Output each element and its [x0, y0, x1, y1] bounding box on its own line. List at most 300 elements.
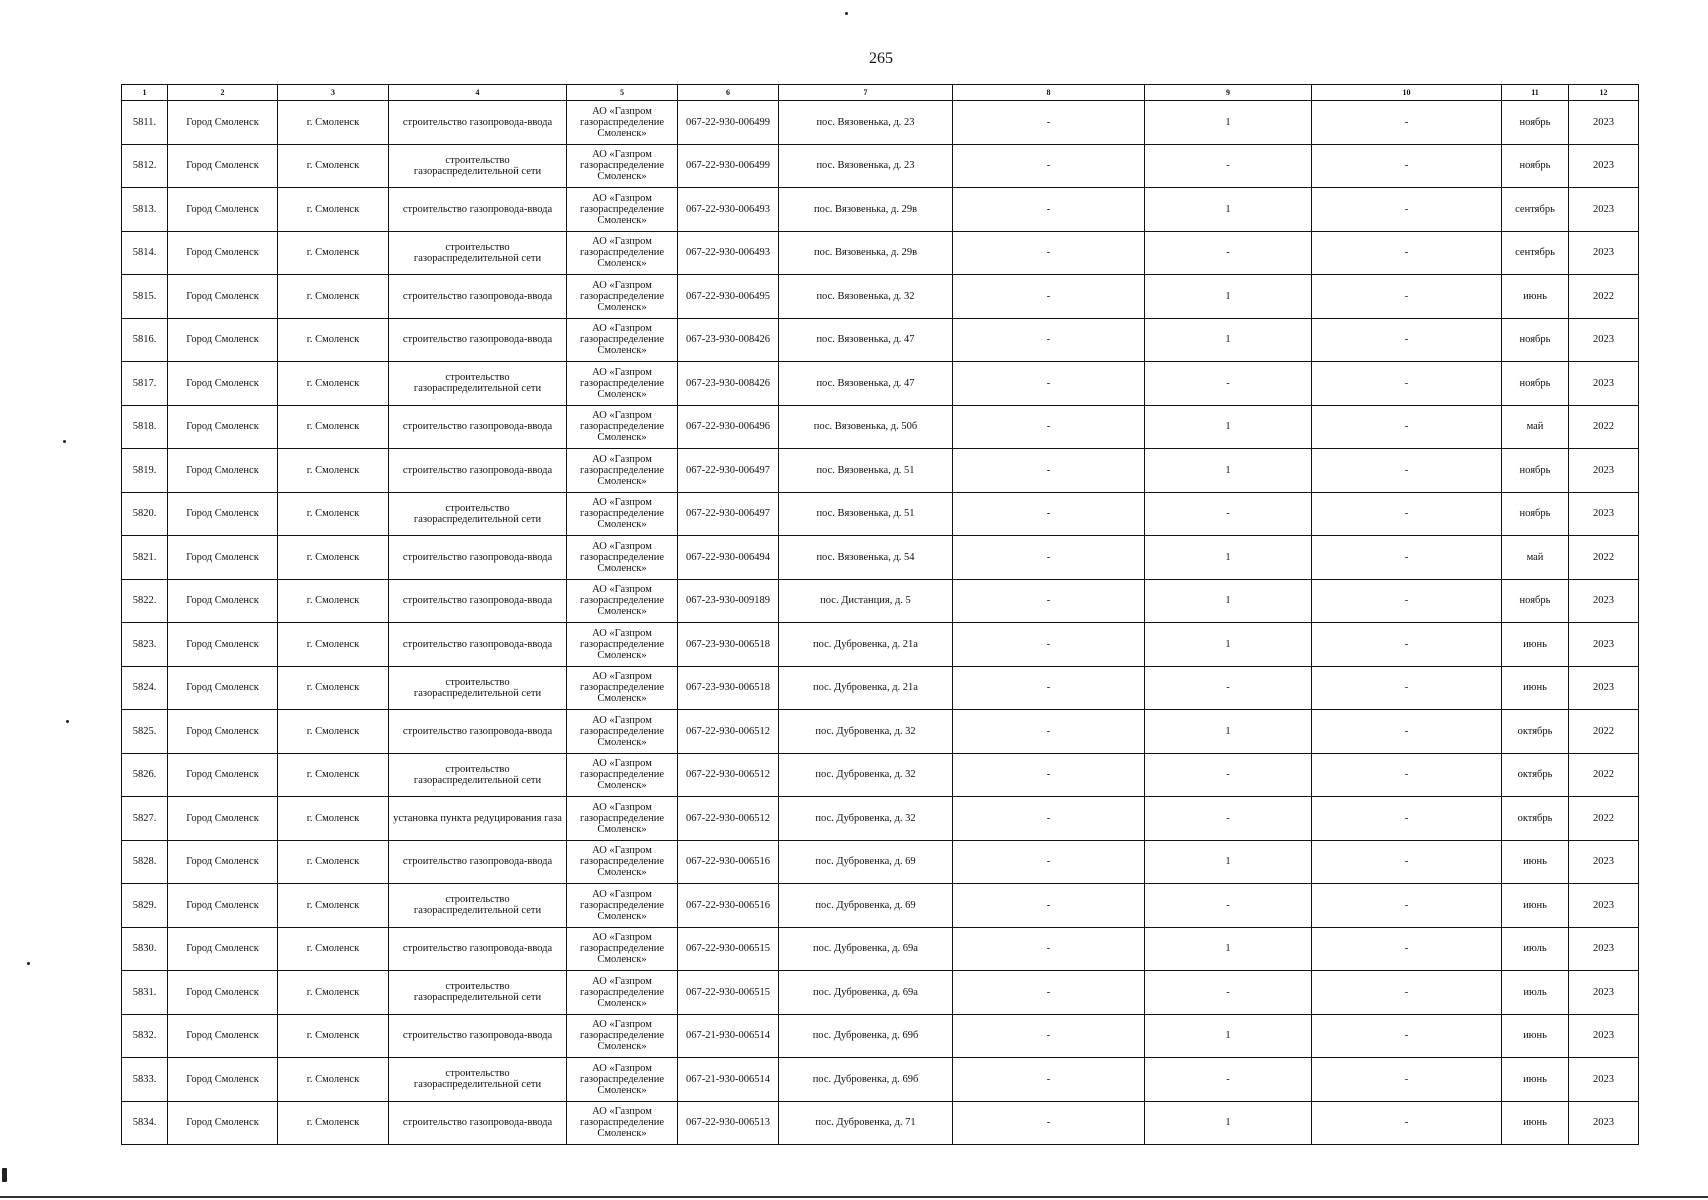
col-10-value-cell: -	[1312, 362, 1502, 406]
year-cell: 2023	[1569, 318, 1639, 362]
municipality-cell: Город Смоленск	[168, 927, 278, 971]
scan-dot	[27, 962, 30, 965]
row-number-cell: 5817.	[122, 362, 168, 406]
address-cell: пос. Вязовенька, д. 51	[779, 492, 953, 536]
col-10-value-cell: -	[1312, 449, 1502, 493]
table-row	[122, 449, 1639, 493]
municipality-cell: Город Смоленск	[168, 1014, 278, 1058]
contract-number-cell: 067-22-930-006496	[678, 405, 779, 449]
settlement-cell: г. Смоленск	[278, 362, 389, 406]
address-cell: пос. Дубровенка, д. 21а	[779, 666, 953, 710]
work-type-cell: строительство газопровода-ввода	[389, 927, 567, 971]
col-8-value-cell: -	[953, 101, 1145, 145]
column-header-10: 10	[1312, 85, 1502, 101]
work-type-cell: строительство газопровода-ввода	[389, 101, 567, 145]
settlement-cell: г. Смоленск	[278, 579, 389, 623]
contract-number-cell: 067-22-930-006493	[678, 188, 779, 232]
organization-cell: АО «Газпром газораспределение Смоленск»	[567, 1058, 678, 1102]
scan-dot	[63, 440, 66, 443]
settlement-cell: г. Смоленск	[278, 231, 389, 275]
settlement-cell: г. Смоленск	[278, 710, 389, 754]
table-row	[122, 579, 1639, 623]
contract-number-cell: 067-22-930-006515	[678, 927, 779, 971]
row-number-cell: 5823.	[122, 623, 168, 667]
table-row	[122, 1058, 1639, 1102]
row-number-cell: 5821.	[122, 536, 168, 580]
address-cell: пос. Дубровенка, д. 69а	[779, 927, 953, 971]
table-row	[122, 536, 1639, 580]
settlement-cell: г. Смоленск	[278, 797, 389, 841]
year-cell: 2023	[1569, 144, 1639, 188]
table-row	[122, 492, 1639, 536]
contract-number-cell: 067-21-930-006514	[678, 1058, 779, 1102]
address-cell: пос. Вязовенька, д. 23	[779, 144, 953, 188]
work-type-cell: строительство газораспределительной сети	[389, 362, 567, 406]
col-8-value-cell: -	[953, 579, 1145, 623]
scan-dot	[845, 12, 848, 15]
organization-cell: АО «Газпром газораспределение Смоленск»	[567, 753, 678, 797]
settlement-cell: г. Смоленск	[278, 449, 389, 493]
col-10-value-cell: -	[1312, 536, 1502, 580]
settlement-cell: г. Смоленск	[278, 1101, 389, 1145]
work-type-cell: строительство газопровода-ввода	[389, 1014, 567, 1058]
table-row	[122, 971, 1639, 1015]
month-cell: июнь	[1502, 1014, 1569, 1058]
col-8-value-cell: -	[953, 449, 1145, 493]
municipality-cell: Город Смоленск	[168, 275, 278, 319]
month-cell: июнь	[1502, 840, 1569, 884]
address-cell: пос. Дубровенка, д. 69	[779, 884, 953, 928]
municipality-cell: Город Смоленск	[168, 188, 278, 232]
organization-cell: АО «Газпром газораспределение Смоленск»	[567, 710, 678, 754]
municipality-cell: Город Смоленск	[168, 449, 278, 493]
month-cell: май	[1502, 405, 1569, 449]
address-cell: пос. Вязовенька, д. 47	[779, 362, 953, 406]
municipality-cell: Город Смоленск	[168, 1058, 278, 1102]
year-cell: 2022	[1569, 275, 1639, 319]
contract-number-cell: 067-23-930-008426	[678, 318, 779, 362]
col-9-value-cell: -	[1145, 1058, 1312, 1102]
col-8-value-cell: -	[953, 1058, 1145, 1102]
col-10-value-cell: -	[1312, 405, 1502, 449]
column-header-6: 6	[678, 85, 779, 101]
table-row	[122, 362, 1639, 406]
settlement-cell: г. Смоленск	[278, 188, 389, 232]
settlement-cell: г. Смоленск	[278, 144, 389, 188]
table-row	[122, 144, 1639, 188]
column-header-9: 9	[1145, 85, 1312, 101]
address-cell: пос. Дубровенка, д. 71	[779, 1101, 953, 1145]
row-number-cell: 5824.	[122, 666, 168, 710]
col-9-value-cell: 1	[1145, 1014, 1312, 1058]
table-row	[122, 275, 1639, 319]
col-9-value-cell: 1	[1145, 318, 1312, 362]
organization-cell: АО «Газпром газораспределение Смоленск»	[567, 1014, 678, 1058]
organization-cell: АО «Газпром газораспределение Смоленск»	[567, 231, 678, 275]
row-number-cell: 5822.	[122, 579, 168, 623]
row-number-cell: 5815.	[122, 275, 168, 319]
contract-number-cell: 067-22-930-006515	[678, 971, 779, 1015]
organization-cell: АО «Газпром газораспределение Смоленск»	[567, 144, 678, 188]
row-number-cell: 5811.	[122, 101, 168, 145]
col-10-value-cell: -	[1312, 231, 1502, 275]
row-number-cell: 5834.	[122, 1101, 168, 1145]
col-10-value-cell: -	[1312, 318, 1502, 362]
organization-cell: АО «Газпром газораспределение Смоленск»	[567, 840, 678, 884]
month-cell: сентябрь	[1502, 188, 1569, 232]
municipality-cell: Город Смоленск	[168, 362, 278, 406]
col-10-value-cell: -	[1312, 1014, 1502, 1058]
col-8-value-cell: -	[953, 927, 1145, 971]
table-row	[122, 1101, 1639, 1145]
row-number-cell: 5812.	[122, 144, 168, 188]
work-type-cell: строительство газопровода-ввода	[389, 840, 567, 884]
table-row	[122, 101, 1639, 145]
address-cell: пос. Дистанция, д. 5	[779, 579, 953, 623]
municipality-cell: Город Смоленск	[168, 623, 278, 667]
col-10-value-cell: -	[1312, 623, 1502, 667]
col-10-value-cell: -	[1312, 753, 1502, 797]
contract-number-cell: 067-22-930-006512	[678, 753, 779, 797]
col-8-value-cell: -	[953, 275, 1145, 319]
year-cell: 2023	[1569, 231, 1639, 275]
settlement-cell: г. Смоленск	[278, 666, 389, 710]
settlement-cell: г. Смоленск	[278, 840, 389, 884]
address-cell: пос. Вязовенька, д. 51	[779, 449, 953, 493]
year-cell: 2022	[1569, 405, 1639, 449]
work-type-cell: строительство газопровода-ввода	[389, 188, 567, 232]
organization-cell: АО «Газпром газораспределение Смоленск»	[567, 188, 678, 232]
table-row	[122, 666, 1639, 710]
col-10-value-cell: -	[1312, 1058, 1502, 1102]
work-type-cell: установка пункта редуцирования газа	[389, 797, 567, 841]
col-10-value-cell: -	[1312, 579, 1502, 623]
row-number-cell: 5830.	[122, 927, 168, 971]
header-row	[122, 85, 1639, 101]
municipality-cell: Город Смоленск	[168, 666, 278, 710]
address-cell: пос. Вязовенька, д. 29в	[779, 188, 953, 232]
month-cell: июнь	[1502, 275, 1569, 319]
col-10-value-cell: -	[1312, 275, 1502, 319]
col-10-value-cell: -	[1312, 710, 1502, 754]
year-cell: 2023	[1569, 1014, 1639, 1058]
municipality-cell: Город Смоленск	[168, 536, 278, 580]
organization-cell: АО «Газпром газораспределение Смоленск»	[567, 884, 678, 928]
row-number-cell: 5827.	[122, 797, 168, 841]
month-cell: ноябрь	[1502, 362, 1569, 406]
col-10-value-cell: -	[1312, 971, 1502, 1015]
month-cell: июнь	[1502, 623, 1569, 667]
contract-number-cell: 067-22-930-006512	[678, 710, 779, 754]
organization-cell: АО «Газпром газораспределение Смоленск»	[567, 318, 678, 362]
contract-number-cell: 067-22-930-006497	[678, 492, 779, 536]
organization-cell: АО «Газпром газораспределение Смоленск»	[567, 971, 678, 1015]
year-cell: 2023	[1569, 449, 1639, 493]
work-type-cell: строительство газопровода-ввода	[389, 405, 567, 449]
work-type-cell: строительство газораспределительной сети	[389, 753, 567, 797]
col-8-value-cell: -	[953, 492, 1145, 536]
row-number-cell: 5819.	[122, 449, 168, 493]
settlement-cell: г. Смоленск	[278, 971, 389, 1015]
organization-cell: АО «Газпром газораспределение Смоленск»	[567, 797, 678, 841]
municipality-cell: Город Смоленск	[168, 1101, 278, 1145]
contract-number-cell: 067-22-930-006499	[678, 144, 779, 188]
settlement-cell: г. Смоленск	[278, 753, 389, 797]
municipality-cell: Город Смоленск	[168, 405, 278, 449]
contract-number-cell: 067-22-930-006516	[678, 884, 779, 928]
row-number-cell: 5820.	[122, 492, 168, 536]
settlement-cell: г. Смоленск	[278, 492, 389, 536]
work-type-cell: строительство газопровода-ввода	[389, 275, 567, 319]
address-cell: пос. Вязовенька, д. 23	[779, 101, 953, 145]
column-header-5: 5	[567, 85, 678, 101]
municipality-cell: Город Смоленск	[168, 797, 278, 841]
work-type-cell: строительство газораспределительной сети	[389, 1058, 567, 1102]
col-9-value-cell: 1	[1145, 710, 1312, 754]
month-cell: октябрь	[1502, 797, 1569, 841]
municipality-cell: Город Смоленск	[168, 840, 278, 884]
column-header-1: 1	[122, 85, 168, 101]
year-cell: 2023	[1569, 1101, 1639, 1145]
settlement-cell: г. Смоленск	[278, 927, 389, 971]
settlement-cell: г. Смоленск	[278, 405, 389, 449]
col-9-value-cell: 1	[1145, 536, 1312, 580]
organization-cell: АО «Газпром газораспределение Смоленск»	[567, 666, 678, 710]
contract-number-cell: 067-23-930-006518	[678, 623, 779, 667]
col-8-value-cell: -	[953, 840, 1145, 884]
year-cell: 2023	[1569, 971, 1639, 1015]
address-cell: пос. Дубровенка, д. 32	[779, 797, 953, 841]
address-cell: пос. Дубровенка, д. 69б	[779, 1058, 953, 1102]
settlement-cell: г. Смоленск	[278, 1014, 389, 1058]
year-cell: 2022	[1569, 710, 1639, 754]
organization-cell: АО «Газпром газораспределение Смоленск»	[567, 101, 678, 145]
table-row	[122, 840, 1639, 884]
contract-number-cell: 067-23-930-008426	[678, 362, 779, 406]
row-number-cell: 5831.	[122, 971, 168, 1015]
col-8-value-cell: -	[953, 144, 1145, 188]
work-type-cell: строительство газораспределительной сети	[389, 884, 567, 928]
work-type-cell: строительство газопровода-ввода	[389, 579, 567, 623]
col-8-value-cell: -	[953, 884, 1145, 928]
col-8-value-cell: -	[953, 318, 1145, 362]
col-9-value-cell: 1	[1145, 579, 1312, 623]
col-10-value-cell: -	[1312, 666, 1502, 710]
contract-number-cell: 067-22-930-006494	[678, 536, 779, 580]
settlement-cell: г. Смоленск	[278, 101, 389, 145]
month-cell: июнь	[1502, 666, 1569, 710]
col-10-value-cell: -	[1312, 927, 1502, 971]
settlement-cell: г. Смоленск	[278, 884, 389, 928]
year-cell: 2023	[1569, 666, 1639, 710]
organization-cell: АО «Газпром газораспределение Смоленск»	[567, 927, 678, 971]
month-cell: ноябрь	[1502, 492, 1569, 536]
settlement-cell: г. Смоленск	[278, 623, 389, 667]
settlement-cell: г. Смоленск	[278, 275, 389, 319]
col-10-value-cell: -	[1312, 492, 1502, 536]
col-9-value-cell: 1	[1145, 840, 1312, 884]
address-cell: пос. Дубровенка, д. 21а	[779, 623, 953, 667]
col-8-value-cell: -	[953, 405, 1145, 449]
organization-cell: АО «Газпром газораспределение Смоленск»	[567, 449, 678, 493]
column-header-4: 4	[389, 85, 567, 101]
work-type-cell: строительство газопровода-ввода	[389, 710, 567, 754]
col-8-value-cell: -	[953, 536, 1145, 580]
table-row	[122, 405, 1639, 449]
col-10-value-cell: -	[1312, 797, 1502, 841]
work-type-cell: строительство газопровода-ввода	[389, 1101, 567, 1145]
work-type-cell: строительство газораспределительной сети	[389, 666, 567, 710]
year-cell: 2023	[1569, 579, 1639, 623]
col-8-value-cell: -	[953, 362, 1145, 406]
col-9-value-cell: -	[1145, 144, 1312, 188]
scan-edge-line	[0, 1196, 1708, 1198]
column-header-2: 2	[168, 85, 278, 101]
address-cell: пос. Вязовенька, д. 47	[779, 318, 953, 362]
col-10-value-cell: -	[1312, 840, 1502, 884]
col-9-value-cell: -	[1145, 666, 1312, 710]
col-8-value-cell: -	[953, 231, 1145, 275]
col-9-value-cell: 1	[1145, 927, 1312, 971]
table-row	[122, 318, 1639, 362]
work-type-cell: строительство газопровода-ввода	[389, 449, 567, 493]
col-9-value-cell: -	[1145, 884, 1312, 928]
col-9-value-cell: -	[1145, 492, 1312, 536]
year-cell: 2023	[1569, 884, 1639, 928]
col-10-value-cell: -	[1312, 1101, 1502, 1145]
col-8-value-cell: -	[953, 710, 1145, 754]
month-cell: ноябрь	[1502, 579, 1569, 623]
year-cell: 2022	[1569, 797, 1639, 841]
table-row	[122, 1014, 1639, 1058]
month-cell: ноябрь	[1502, 101, 1569, 145]
col-8-value-cell: -	[953, 971, 1145, 1015]
col-10-value-cell: -	[1312, 144, 1502, 188]
year-cell: 2023	[1569, 840, 1639, 884]
year-cell: 2023	[1569, 1058, 1639, 1102]
month-cell: июнь	[1502, 1058, 1569, 1102]
page-number: 265	[869, 50, 893, 67]
row-number-cell: 5825.	[122, 710, 168, 754]
row-number-cell: 5813.	[122, 188, 168, 232]
contract-number-cell: 067-22-930-006513	[678, 1101, 779, 1145]
column-header-12: 12	[1569, 85, 1639, 101]
address-cell: пос. Дубровенка, д. 32	[779, 753, 953, 797]
organization-cell: АО «Газпром газораспределение Смоленск»	[567, 405, 678, 449]
organization-cell: АО «Газпром газораспределение Смоленск»	[567, 275, 678, 319]
table-body	[122, 101, 1639, 1145]
month-cell: октябрь	[1502, 753, 1569, 797]
col-9-value-cell: 1	[1145, 101, 1312, 145]
address-cell: пос. Вязовенька, д. 29в	[779, 231, 953, 275]
month-cell: ноябрь	[1502, 144, 1569, 188]
address-cell: пос. Дубровенка, д. 69	[779, 840, 953, 884]
contract-number-cell: 067-22-930-006512	[678, 797, 779, 841]
table-row	[122, 884, 1639, 928]
contract-number-cell: 067-22-930-006497	[678, 449, 779, 493]
col-9-value-cell: 1	[1145, 405, 1312, 449]
organization-cell: АО «Газпром газораспределение Смоленск»	[567, 579, 678, 623]
work-type-cell: строительство газопровода-ввода	[389, 623, 567, 667]
municipality-cell: Город Смоленск	[168, 144, 278, 188]
row-number-cell: 5826.	[122, 753, 168, 797]
table-row	[122, 231, 1639, 275]
table-row	[122, 797, 1639, 841]
month-cell: ноябрь	[1502, 318, 1569, 362]
address-cell: пос. Вязовенька, д. 54	[779, 536, 953, 580]
col-9-value-cell: 1	[1145, 449, 1312, 493]
col-8-value-cell: -	[953, 1014, 1145, 1058]
work-type-cell: строительство газопровода-ввода	[389, 318, 567, 362]
year-cell: 2023	[1569, 362, 1639, 406]
municipality-cell: Город Смоленск	[168, 884, 278, 928]
year-cell: 2022	[1569, 753, 1639, 797]
col-8-value-cell: -	[953, 623, 1145, 667]
settlement-cell: г. Смоленск	[278, 318, 389, 362]
address-cell: пос. Дубровенка, д. 69б	[779, 1014, 953, 1058]
month-cell: июнь	[1502, 884, 1569, 928]
municipality-cell: Город Смоленск	[168, 318, 278, 362]
column-header-7: 7	[779, 85, 953, 101]
scan-dot	[2, 1168, 7, 1182]
work-type-cell: строительство газораспределительной сети	[389, 144, 567, 188]
column-header-3: 3	[278, 85, 389, 101]
address-cell: пос. Вязовенька, д. 32	[779, 275, 953, 319]
table-row	[122, 753, 1639, 797]
municipality-cell: Город Смоленск	[168, 753, 278, 797]
scan-dot	[66, 720, 69, 723]
month-cell: октябрь	[1502, 710, 1569, 754]
col-8-value-cell: -	[953, 188, 1145, 232]
month-cell: ноябрь	[1502, 449, 1569, 493]
row-number-cell: 5832.	[122, 1014, 168, 1058]
organization-cell: АО «Газпром газораспределение Смоленск»	[567, 362, 678, 406]
col-9-value-cell: -	[1145, 753, 1312, 797]
col-9-value-cell: -	[1145, 971, 1312, 1015]
column-header-11: 11	[1502, 85, 1569, 101]
row-number-cell: 5814.	[122, 231, 168, 275]
work-type-cell: строительство газораспределительной сети	[389, 231, 567, 275]
contract-number-cell: 067-21-930-006514	[678, 1014, 779, 1058]
col-8-value-cell: -	[953, 797, 1145, 841]
col-9-value-cell: -	[1145, 231, 1312, 275]
contract-number-cell: 067-22-930-006499	[678, 101, 779, 145]
work-type-cell: строительство газораспределительной сети	[389, 492, 567, 536]
municipality-cell: Город Смоленск	[168, 231, 278, 275]
year-cell: 2023	[1569, 492, 1639, 536]
year-cell: 2022	[1569, 536, 1639, 580]
row-number-cell: 5818.	[122, 405, 168, 449]
year-cell: 2023	[1569, 101, 1639, 145]
month-cell: май	[1502, 536, 1569, 580]
contract-number-cell: 067-23-930-006518	[678, 666, 779, 710]
organization-cell: АО «Газпром газораспределение Смоленск»	[567, 1101, 678, 1145]
municipality-cell: Город Смоленск	[168, 492, 278, 536]
month-cell: июль	[1502, 971, 1569, 1015]
registry-table	[121, 84, 1639, 1145]
col-9-value-cell: -	[1145, 797, 1312, 841]
row-number-cell: 5828.	[122, 840, 168, 884]
column-header-8: 8	[953, 85, 1145, 101]
col-10-value-cell: -	[1312, 188, 1502, 232]
address-cell: пос. Дубровенка, д. 32	[779, 710, 953, 754]
table-header	[122, 85, 1639, 101]
year-cell: 2023	[1569, 188, 1639, 232]
month-cell: июль	[1502, 927, 1569, 971]
municipality-cell: Город Смоленск	[168, 710, 278, 754]
row-number-cell: 5829.	[122, 884, 168, 928]
address-cell: пос. Вязовенька, д. 50б	[779, 405, 953, 449]
